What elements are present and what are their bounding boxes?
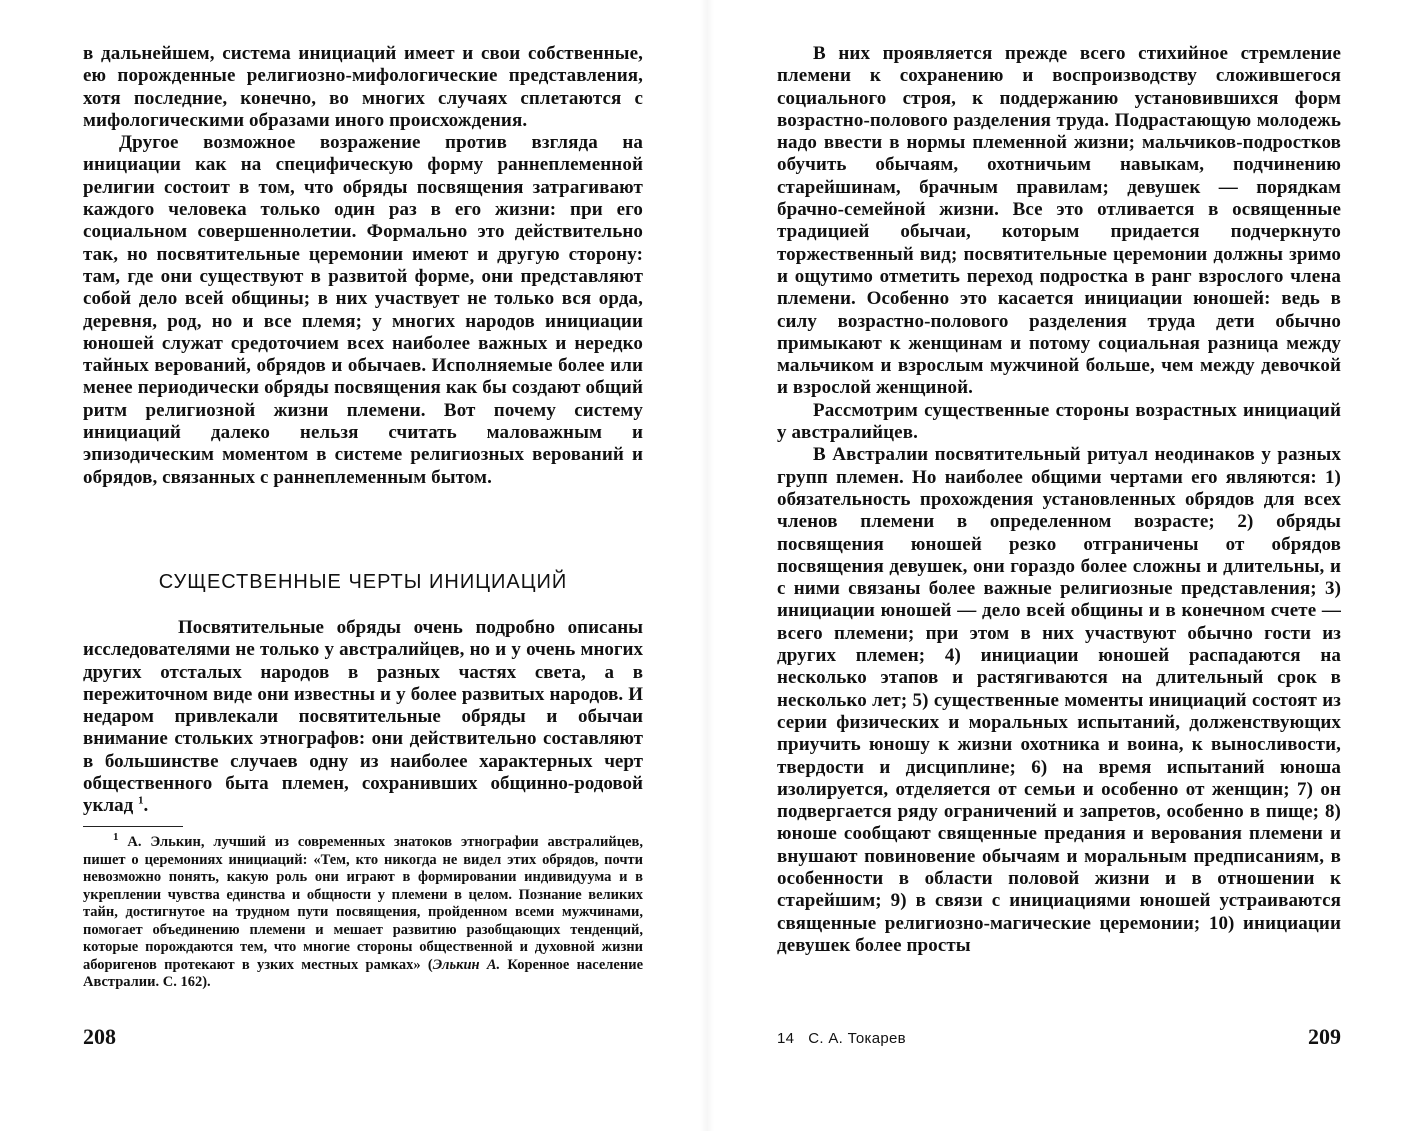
section-heading: СУЩЕСТВЕННЫЕ ЧЕРТЫ ИНИЦИАЦИЙ <box>158 571 568 593</box>
right-page-body <box>777 43 1341 957</box>
signature-author: С. А. Токарев <box>808 1030 906 1047</box>
footnote <box>83 831 644 992</box>
left-paragraph-2: Другое возможное возражение против взгляда на инициации как на специфическую форму раннеплеменной религии состоит в том, что обряды посвящения затрагивают каждого человека только один раз в его жизни: при его социальном совершеннолетии. Формально это действительно так, но посвятительные церемонии имеют и другую сторону: там, где они существуют в развитой форме, они представляют собой дело всей общины; в них участвует не только вся орда, деревня, род, но и все племя; у многих народов инициации юношей служат средоточием всех наиболее важных и нередко тайных верований, обрядов и обычаев. Исполняемые более или менее периодически обряды посвящения как бы создают общий ритм религиозной жизни племени. Вот почему систему инициаций далеко нельзя считать маловажным и эпизодическим моментом в системе религиозных верований и обрядов, связанных с раннеплеменным бытом. <box>83 132 643 488</box>
footnote-author: Элькин А. <box>432 956 501 973</box>
section-paragraph-text: Посвятительные обряды очень подробно описаны исследователями не только у австралийцев, но и у очень многих других отсталых народов в разных частях света, а в пережиточном виде они известны и у более развитых народов. И недаром привлекали посвятительные обряды и обычаи внимание стольких этнографов: они действительно составляют в большинстве случаев одну из наиболее характерных черт общественного быта племен, сохранивших общинно-родовой уклад <box>83 617 643 817</box>
section-body <box>83 617 643 818</box>
section-paragraph: Посвятительные обряды очень подробно описаны исследователями не только у австралийцев, но и у очень многих других отсталых народов в разных частях света, а в пережиточном виде они известны и у более развитых народов. И недаром привлекали посвятительные обряды и обычаи внимание стольких этнографов: они действительно составляют в большинстве случаев одну из наиболее характерных черт общественного быта племен, сохранивших общинно-родовой уклад $^1$. <box>83 617 643 817</box>
signature-number: 14 <box>777 1030 795 1047</box>
footnote-tail: Коренное население Австралии. С. 162). <box>83 956 644 990</box>
footnote-number: 1 <box>113 831 119 844</box>
footnote-divider <box>83 826 183 827</box>
page-number-right: 209 <box>1308 1024 1341 1049</box>
right-paragraph-2: Рассмотрим существенные стороны возрастных инициаций у австралийцев. <box>777 399 1341 444</box>
right-paragraph-1: В них проявляется прежде всего стихийное стремление племени к сохранению и воспроизводству сложившегося социального строя, к поддержанию установившихся форм возрастно-полового разделения труда. Подрастающую молодежь надо ввести в нормы племенной жизни; мальчиков-подростков обучить обычаям, охотничьим навыкам, подчинению старейшинам, брачным правилам; девушек — порядкам брачно-семейной жизни. Все это отливается в освященные традицией обычаи, которым придается подчеркнуто торжественный вид; посвятительные церемонии должны зримо и ощутимо отметить переход подростка в ранг взрослого члена племени. Особенно это касается инициации юношей: ведь в силу возрастно-полового разделения труда дети обычно примыкают к женщинам и потому социальная разница между мальчиком и взрослым мужчиной больше, чем между девочкой и взрослой женщиной. <box>777 43 1341 399</box>
printer-signature <box>777 1030 920 1047</box>
page-number-left: 208 <box>83 1024 116 1049</box>
footnote-reference: 1 <box>137 795 144 808</box>
footnote-text: А. Элькин, лучший из современных знатоков этнографии австралийцев, пишет о церемониях инициаций: «Тем, кто никогда не видел этих обрядов, почти невозможно понять, какую роль они играют в формировании индивидуума и в укреплении чувства единства и общности у племени в целом. Познание великих тайн, достигнутое на трудном пути посвящения, пройденном всеми мужчинами, помогает объединению племени и мешает развитию разобщающих тенденций, которые порождаются тем, что многие стороны общественной и духовной жизни аборигенов протекают в узких местных рамках» ( <box>83 834 644 973</box>
left-page-body <box>83 43 643 489</box>
right-paragraph-3: В Австралии посвятительный ритуал неодинаков у разных групп племен. Но наиболее общими чертами его являются: 1) обязательность прохождения установленных обрядов для всех членов племени в определенном возрасте; 2) обряды посвящения юношей резко отграничены от обрядов посвящения девушек, они гораздо более сложны и длительны, и с ними связаны более важные религиозные представления; 3) инициации юношей — дело всей общины и в конечном счете — всего племени; при этом в них участвуют обычно гости из других племен; 4) инициации юношей распадаются на несколько этапов и растягиваются на длительный срок в несколько лет; 5) существенные моменты инициаций состоят из серии физических и моральных испытаний, долженствующих приучить юношу к жизни охотника и воина, к выносливости, твердости и дисциплине; 6) на время испытаний юноша изолируется, отделяется от семьи и особенно от женщин; 7) он подвергается ряду ограничений и запретов, особенно в пище; 8) юноше сообщают священные предания и верования племени и внушают повиновение обычаям и моральным предписаниям, в особенности в области половой жизни и в отношении к старейшим; 9) в связи с инициациями юношей устраиваются священные религиозно-магические церемонии; 10) инициации девушек более просты <box>777 444 1341 956</box>
left-paragraph-1: в дальнейшем, система инициаций имеет и свои собственные, ею порожденные религиозно-мифологические представления, хотя последние, конечно, во многих случаях сплетаются с мифологическими образами иного происхождения. <box>83 43 643 131</box>
right-page <box>707 0 1414 1131</box>
footnote-paragraph <box>83 831 644 992</box>
